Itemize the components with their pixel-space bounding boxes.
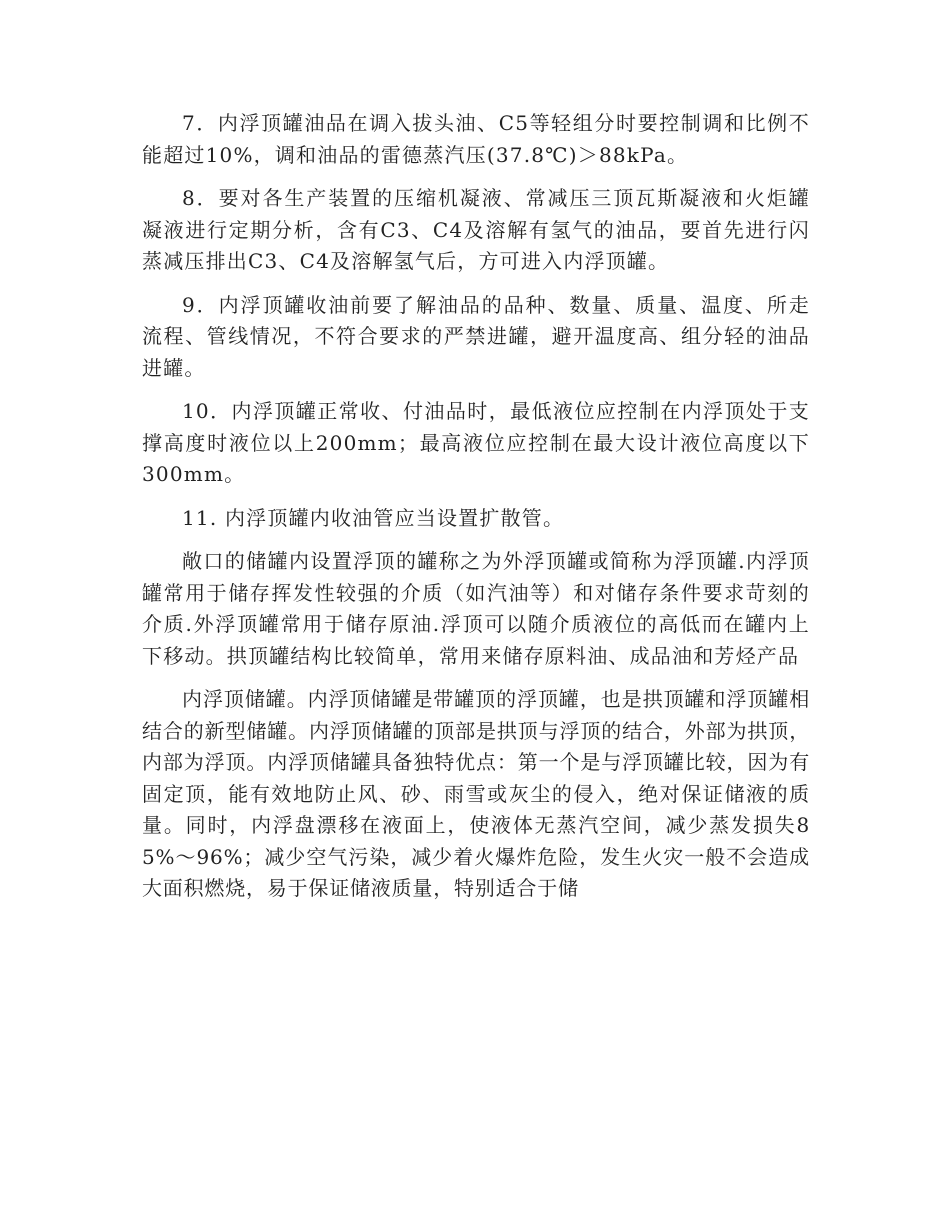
paragraph-floating-roof-intro: 敞口的储罐内设置浮顶的罐称之为外浮顶罐或简称为浮顶罐.内浮顶罐常用于储存挥发性较强的介质（如汽油等）和对储存条件要求苛刻的介质.外浮顶罐常用于储存原油.浮顶可以随介质液位的高低而在罐内上下移动。拱顶罐结构比较简单，常用来储存原料油、成品油和芳烃产品 — [142, 549, 810, 668]
paragraph-7: 7．内浮顶罐油品在调入拔头油、C5等轻组分时要控制调和比例不能超过10%，调和油品的雷德蒸汽压(37.8℃)＞88kPa。 — [142, 111, 810, 167]
paragraph-internal-floating-roof: 内浮顶储罐。内浮顶储罐是带罐顶的浮顶罐，也是拱顶罐和浮顶罐相结合的新型储罐。内浮顶储罐的顶部是拱顶与浮顶的结合，外部为拱顶，内部为浮顶。内浮顶储罐具备独特优点：第一个是与浮顶罐比较，因为有固定顶，能有效地防止风、砂、雨雪或灰尘的侵入，绝对保证储液的质量。同时，内浮盘漂移在液面上，使液体无蒸汽空间，减少蒸发损失85%～96%；减少空气污染，减少着火爆炸危险，发生火灾一般不会造成大面积燃烧，易于保证储液质量，特别适合于储 — [142, 687, 810, 900]
paragraph-9: 9．内浮顶罐收油前要了解油品的品种、数量、质量、温度、所走流程、管线情况，不符合要求的严禁进罐，避开温度高、组分轻的油品进罐。 — [142, 292, 810, 380]
paragraph-11: 11. 内浮顶罐内收油管应当设置扩散管。 — [182, 505, 565, 530]
paragraph-10: 10．内浮顶罐正常收、付油品时，最低液位应控制在内浮顶处于支撑高度时液位以上200mm；最高液位应控制在最大设计液位高度以下300mm。 — [142, 399, 810, 486]
paragraph-8: 8．要对各生产装置的压缩机凝液、常减压三顶瓦斯凝液和火炬罐凝液进行定期分析，含有C3、C4及溶解有氢气的油品，要首先进行闪蒸减压排出C3、C4及溶解氢气后，方可进入内浮顶罐。 — [142, 186, 810, 273]
document-page — [142, 100, 810, 917]
